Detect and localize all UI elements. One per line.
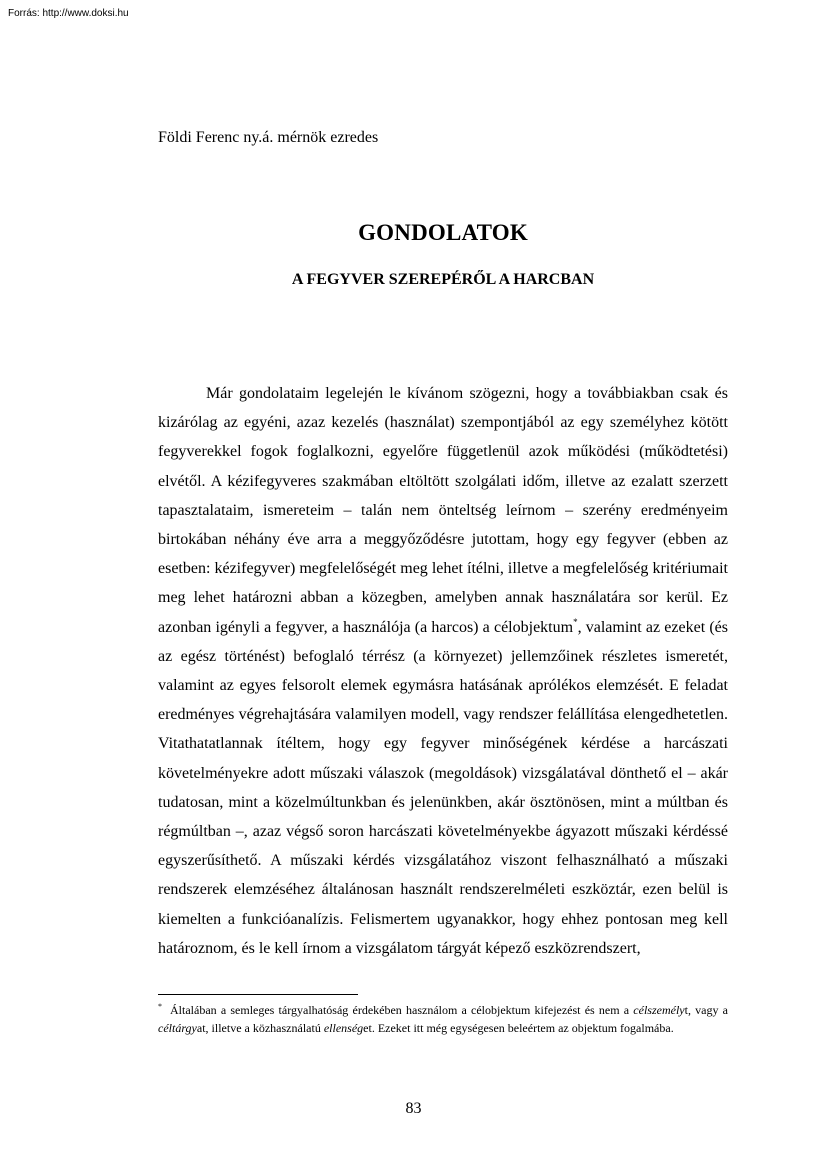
footnote-emphasis-celtargy: céltárgy: [158, 1020, 197, 1035]
source-url-header: Forrás: http://www.doksi.hu: [8, 8, 129, 19]
footnote-text-b: t, vagy a: [684, 1003, 728, 1017]
body-paragraph-part-1: Már gondolataim legelején le kívánom szögezni, hogy a továbbiakban csak és kizárólag az egyéni, azaz kezelés (használat) szempontjából az egy személyhez kötött fegyverekkel fogok foglalkozni, egyelőre függetlenül azok működési (működtetési) elvétől. A kézifegyveres szakmában eltöltött szolgálati időm, illetve az ezalatt szerzett tapasztalataim, ismereteim – talán nem önteltség leírnom – szerény eredményeim birtokában néhány éve arra a meggyőződésre jutottam, hogy egy fegyver (ebben az esetben: kézifegyver) megfelelőségét meg lehet ítélni, illetve a megfelelőség kritériumait meg lehet határozni abban a közegben, amelyben annak használatára sor kerül. Ez azonban igényli a fegyver, a használója (a harcos) a célobjektum: [158, 385, 728, 636]
body-paragraph-part-2: , valamint az ezeket (és az egész történést) befoglaló térrész (a környezet) jellemzőinek részletes ismeretét, valamint az egyes felsorolt elemek egymásra hatásának aprólékos elemzését. E feladat eredményes végrehajtására valamilyen modell, vagy rendszer felállítása elengedhetetlen. Vitathatatlannak ítéltem, hogy egy fegyver minőségének kérdése a harcászati követelményekre adott műszaki válaszok (megoldások) vizsgálatával dönthető el – akár tudatosan, mint a közelmúltunkban és jelenünkben, akár ösztönösen, mint a múltban és régmúltban –, azaz végső soron harcászati követelményekbe ágyazott műszaki kérdéssé egyszerűsíthető. A műszaki kérdés vizsgálatához viszont felhasználható a műszaki rendszerek elemzéséhez általánosan használt rendszerelméleti eszköztár, ezen belül is kiemelten a funkcióanalízis. Felismertem ugyanakkor, hogy ehhez pontosan meg kell határoznom, és le kell írnom a vizsgálatom tárgyát képező eszközrendszert,: [158, 618, 728, 957]
footnote-text-c: at, illetve a közhasználatú: [196, 1020, 324, 1035]
footnote-emphasis-celszemely: célszemély: [633, 1003, 685, 1017]
footnote: * Általában a semleges tárgyalhatóság érdekében használom a célobjektum kifejezést és nem a célszemélyt, vagy a céltárgyat, illetve a közhasználatú ellenséget. Ezeket itt még egységesen beleértem az objektum fogalmába.: [158, 1002, 728, 1035]
page-title: GONDOLATOK: [358, 220, 528, 245]
footnote-divider: [158, 994, 358, 995]
footnote-emphasis-ellenseg: ellenség: [323, 1020, 364, 1035]
author-line: Földi Ferenc ny.á. mérnök ezredes: [158, 129, 379, 146]
body-paragraph: [158, 379, 728, 963]
page-subtitle: A FEGYVER SZEREPÉRŐL A HARCBAN: [291, 271, 595, 288]
footnote-text-a: Általában a semleges tárgyalhatóság érdekében használom a célobjektum kifejezést és nem a: [170, 1003, 634, 1017]
footnote-reference-marker[interactable]: *: [573, 616, 578, 627]
page-number: 83: [405, 1100, 422, 1117]
footnote-text-d: et. Ezeket itt még egységesen beleértem az objektum fogalmába.: [363, 1020, 674, 1035]
